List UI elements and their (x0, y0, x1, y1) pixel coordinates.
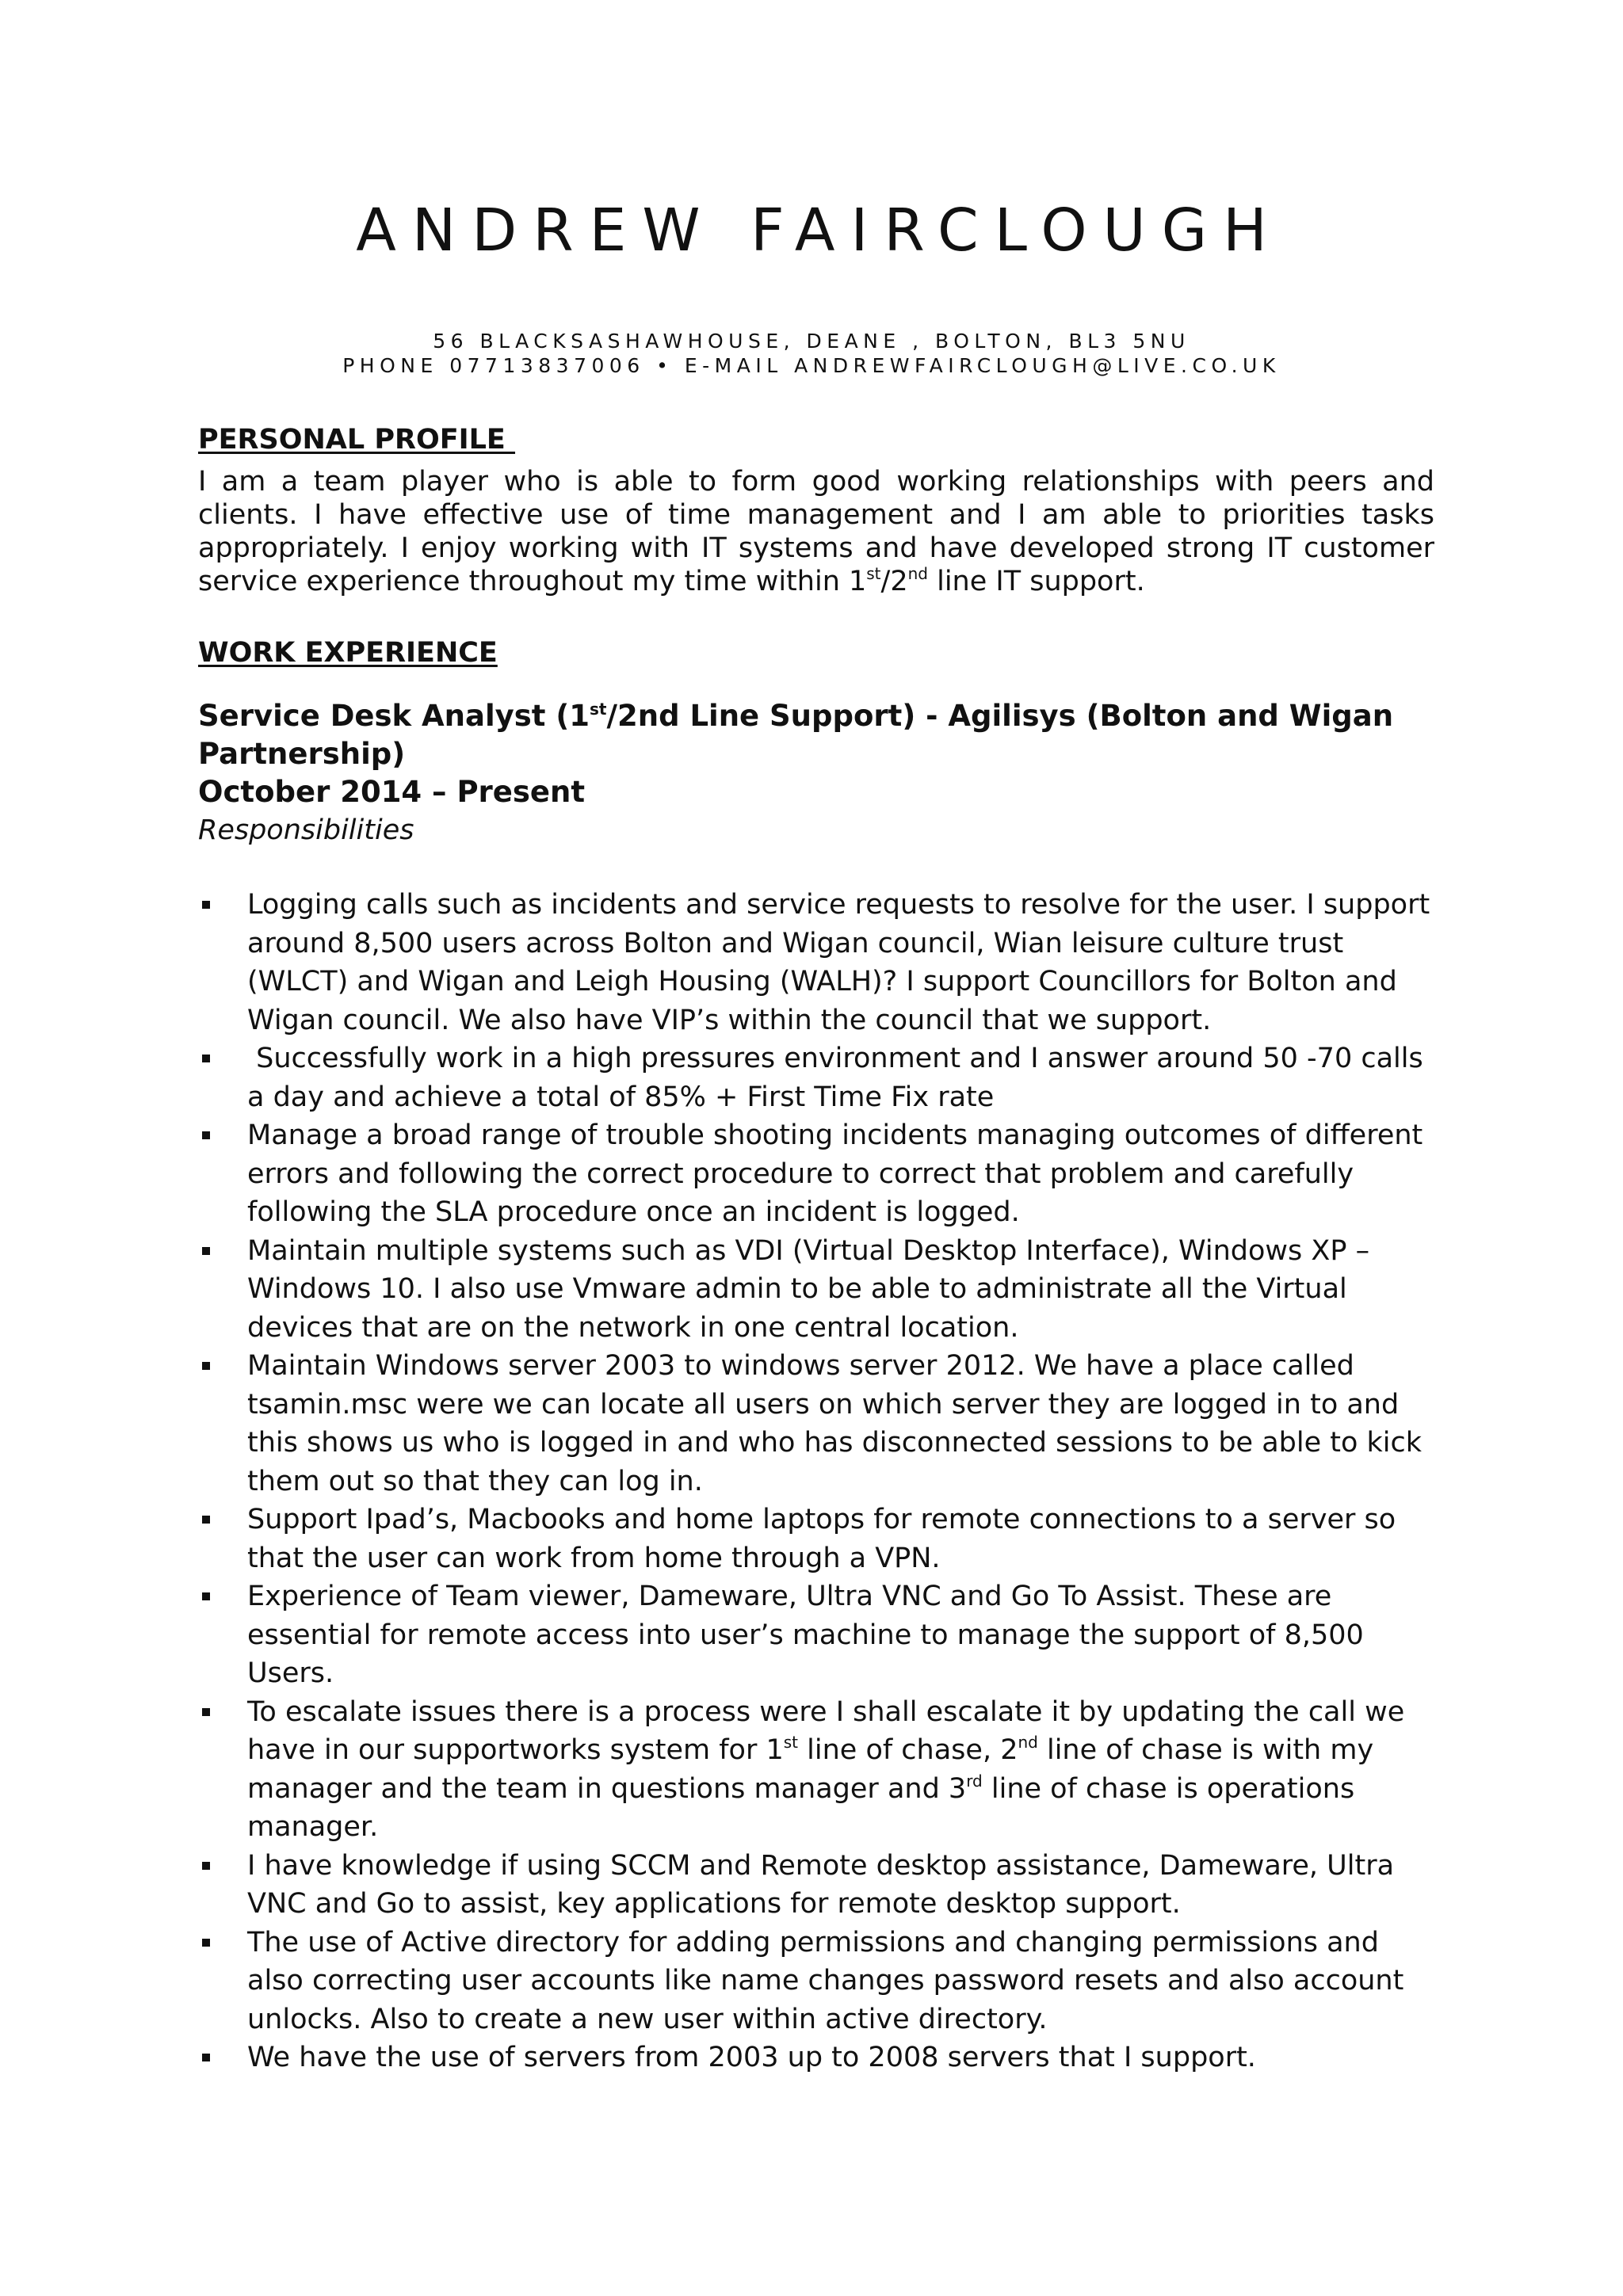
bullet-icon (202, 1708, 210, 1716)
list-item: Successfully work in a high pressures environment and I answer around 50 -70 calls a day and achieve a total of 85% + First Time Fix rate (198, 1039, 1434, 1116)
bullet-icon (202, 1516, 210, 1524)
bullet-icon (202, 1939, 210, 1947)
work-experience-heading: WORK EXPERIENCE (198, 637, 498, 669)
bullet-icon (202, 1592, 210, 1600)
responsibilities-list (198, 886, 1434, 2077)
job-responsibilities-label: Responsibilities (198, 814, 414, 846)
bullet-icon (202, 2054, 210, 2061)
list-item: Experience of Team viewer, Dameware, Ultra VNC and Go To Assist. These are essential for remote access into user’s machine to manage the support of 8,500 Users. (198, 1577, 1434, 1693)
list-item: To escalate issues there is a process were I shall escalate it by updating the call we have in our supportworks system for 1st line of chase, 2nd line of chase is with my manager and the team in questions manager and 3rd line of chase is operations manager. (198, 1693, 1434, 1847)
bullet-icon (202, 1362, 210, 1370)
job-entry (198, 697, 1434, 2077)
bullet-icon (202, 1055, 210, 1062)
list-item: Maintain multiple systems such as VDI (Virtual Desktop Interface), Windows XP – Windows 10. I also use Vmware admin to be able to administrate all the Virtual devices that are on the network in one central location. (198, 1232, 1434, 1348)
bullet-icon (202, 1862, 210, 1870)
work-experience-section (198, 637, 1434, 2077)
bullet-icon (202, 1131, 210, 1139)
applicant-name: ANDREW FAIRCLOUGH (356, 196, 1283, 265)
list-item: Support Ipad’s, Macbooks and home laptops for remote connections to a server so that the user can work from home through a VPN. (198, 1501, 1434, 1577)
list-item: Maintain Windows server 2003 to windows server 2012. We have a place called tsamin.msc were we can locate all users on which server they are logged in to and this shows us who is logged in and who has disconnected sessions to be able to kick them out so that they can log in. (198, 1347, 1434, 1501)
personal-profile-text: I am a team player who is able to form good working relationships with peers and clients. I have effective use of time management and I am able to priorities tasks appropriately. I enjoy working with IT systems and have developed strong IT customer service experience throughout my time within 1st/2nd line IT support. (198, 466, 1434, 597)
job-dates: October 2014 – Present (198, 775, 586, 809)
list-item: We have the use of servers from 2003 up to 2008 servers that I support. (198, 2039, 1434, 2077)
list-item: Logging calls such as incidents and service requests to resolve for the user. I support around 8,500 users across Bolton and Wigan council, Wian leisure culture trust (WLCT) and Wigan and Leigh Housing (WALH)? I support Councillors for Bolton and Wigan council. We also have VIP’s within the council that we support. (198, 886, 1434, 1039)
personal-profile-section (198, 424, 1434, 598)
job-title: Service Desk Analyst (1st/2nd Line Support) - Agilisys (Bolton and Wigan Partnership) (198, 699, 1394, 771)
list-item: Manage a broad range of trouble shooting incidents managing outcomes of different errors and following the correct procedure to correct that problem and carefully following the SLA procedure once an incident is logged. (198, 1116, 1434, 1232)
list-item: I have knowledge if using SCCM and Remote desktop assistance, Dameware, Ultra VNC and Go to assist, key applications for remote desktop support. (198, 1847, 1434, 1924)
bullet-icon (202, 901, 210, 909)
list-item: The use of Active directory for adding permissions and changing permissions and also correcting user accounts like name changes password resets and also account unlocks. Also to create a new user within active directory. (198, 1924, 1434, 2039)
address-line: 56 BLACKSASHAWHOUSE, DEANE , BOLTON, BL3 5NU (433, 330, 1190, 353)
bullet-icon (202, 1247, 210, 1255)
phone-email-line: PHONE 07713837006 • E-MAIL ANDREWFAIRCLOUGH@LIVE.CO.UK (342, 354, 1281, 377)
personal-profile-heading: PERSONAL PROFILE (198, 424, 516, 456)
